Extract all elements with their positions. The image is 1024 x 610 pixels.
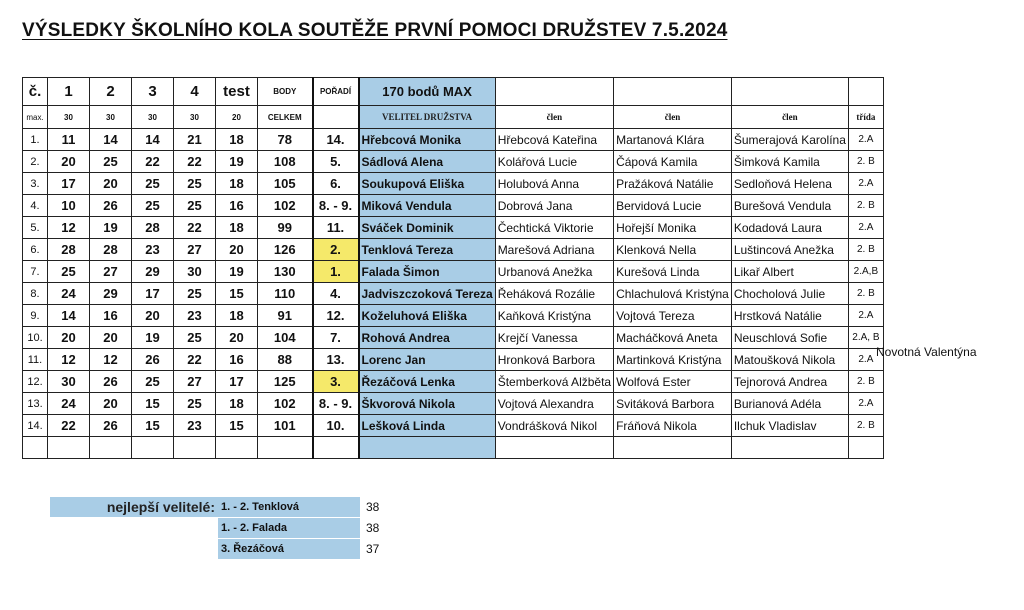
empty-cell [23,437,48,459]
row-number: 11. [23,349,48,371]
score-task-3: 25 [132,371,174,393]
member-3: Burianová Adéla [731,393,848,415]
rank: 13. [313,349,359,371]
member-3: Burešová Vendula [731,195,848,217]
member-1: Holubová Anna [495,173,613,195]
score-task-4: 23 [174,415,216,437]
score-task-3: 19 [132,327,174,349]
row-number: 7. [23,261,48,283]
score-task-2: 26 [90,195,132,217]
score-test: 19 [216,151,258,173]
header-empty-4 [848,78,883,106]
subheader-max-3: 30 [132,106,174,129]
commander: Miková Vendula [359,195,496,217]
member-1: Řeháková Rozálie [495,283,613,305]
member-2: Chlachulová Kristýna [614,283,732,305]
score-task-1: 12 [48,217,90,239]
score-task-2: 12 [90,349,132,371]
header-test: test [216,78,258,106]
rank: 6. [313,173,359,195]
score-task-4: 25 [174,283,216,305]
best-score-3: 37 [366,542,380,556]
subheader-clen-1: člen [495,106,613,129]
class: 2. B [848,415,883,437]
best-entry-2: 1. - 2. Falada [218,518,360,538]
member-2: Čápová Kamila [614,151,732,173]
header-empty-3 [731,78,848,106]
score-task-2: 26 [90,415,132,437]
header-max-note: 170 bodů MAX [359,78,496,106]
member-1: Hřebcová Kateřina [495,129,613,151]
score-test: 18 [216,305,258,327]
score-task-1: 24 [48,283,90,305]
commander: Lešková Linda [359,415,496,437]
member-3: Šumerajová Karolína [731,129,848,151]
score-total: 99 [258,217,313,239]
score-test: 15 [216,283,258,305]
score-test: 17 [216,371,258,393]
empty-cell [614,437,732,459]
class: 2.A [848,217,883,239]
row-number: 8. [23,283,48,305]
header-number: č. [23,78,48,106]
score-test: 19 [216,261,258,283]
commander: Rohová Andrea [359,327,496,349]
subheader-velitel: VELITEL DRUŽSTVA [359,106,496,129]
score-task-3: 15 [132,393,174,415]
member-1: Kaňková Kristýna [495,305,613,327]
table-row-empty [23,437,884,459]
member-3: Sedloňová Helena [731,173,848,195]
member-1: Krejčí Vanessa [495,327,613,349]
header-task-3: 3 [132,78,174,106]
score-task-4: 22 [174,151,216,173]
member-2: Hořejší Monika [614,217,732,239]
row-number: 6. [23,239,48,261]
member-2: Pražáková Natálie [614,173,732,195]
table-row [23,173,884,195]
member-1: Vojtová Alexandra [495,393,613,415]
score-task-3: 22 [132,151,174,173]
class: 2. B [848,195,883,217]
score-task-4: 25 [174,173,216,195]
row-number: 14. [23,415,48,437]
class: 2.A [848,349,883,371]
member-3: Hrstková Natálie [731,305,848,327]
best-score-2: 38 [366,521,380,535]
score-total: 91 [258,305,313,327]
score-task-3: 29 [132,261,174,283]
table-row [23,217,884,239]
row-number: 3. [23,173,48,195]
rank: 8. - 9. [313,393,359,415]
empty-cell [48,437,90,459]
score-test: 15 [216,415,258,437]
commander: Lorenc Jan [359,349,496,371]
class: 2. B [848,239,883,261]
score-task-4: 25 [174,327,216,349]
member-1: Čechtická Viktorie [495,217,613,239]
member-3: Chocholová Julie [731,283,848,305]
table-row [23,415,884,437]
header-task-2: 2 [90,78,132,106]
empty-cell [90,437,132,459]
table-row [23,239,884,261]
member-2: Martanová Klára [614,129,732,151]
subheader-max-1: 30 [48,106,90,129]
best-entry-1: 1. - 2. Tenklová [218,497,360,517]
score-task-2: 20 [90,327,132,349]
score-test: 18 [216,129,258,151]
page-title: VÝSLEDKY ŠKOLNÍHO KOLA SOUTĚŽE PRVNÍ POMOCI DRUŽSTEV 7.5.2024 [22,20,728,41]
member-2: Bervidová Lucie [614,195,732,217]
class: 2. B [848,371,883,393]
header-empty-1 [495,78,613,106]
rank: 1. [313,261,359,283]
score-task-3: 26 [132,349,174,371]
member-3: Likař Albert [731,261,848,283]
table-row [23,371,884,393]
commander: Falada Šimon [359,261,496,283]
best-entry-3: 3. Řezáčová [218,539,360,559]
subheader-max-4: 30 [174,106,216,129]
score-task-3: 28 [132,217,174,239]
score-test: 18 [216,393,258,415]
score-task-4: 25 [174,195,216,217]
member-3: Kodadová Laura [731,217,848,239]
score-task-1: 20 [48,151,90,173]
score-total: 130 [258,261,313,283]
header-body: BODY [258,78,313,106]
commander: Sváček Dominik [359,217,496,239]
best-score-1: 38 [366,500,380,514]
member-2: Kurešová Linda [614,261,732,283]
empty-cell [313,437,359,459]
score-task-1: 25 [48,261,90,283]
subheader-trida: třída [848,106,883,129]
class: 2. B [848,283,883,305]
score-total: 110 [258,283,313,305]
member-1: Vondrášková Nikol [495,415,613,437]
member-1: Štemberková Alžběta [495,371,613,393]
score-test: 16 [216,195,258,217]
commander: Jadviszczoková Tereza [359,283,496,305]
empty-cell [132,437,174,459]
table-row [23,349,884,371]
class: 2.A,B [848,261,883,283]
score-task-3: 20 [132,305,174,327]
member-2: Fráňová Nikola [614,415,732,437]
subheader-celkem: CELKEM [258,106,313,129]
score-task-2: 29 [90,283,132,305]
rank: 3. [313,371,359,393]
score-test: 20 [216,239,258,261]
extra-member-note: Novotná Valentýna [876,345,977,359]
member-1: Dobrová Jana [495,195,613,217]
member-1: Marešová Adriana [495,239,613,261]
table-row [23,305,884,327]
member-3: Matoušková Nikola [731,349,848,371]
score-task-1: 10 [48,195,90,217]
score-task-4: 25 [174,393,216,415]
score-task-4: 23 [174,305,216,327]
rank: 2. [313,239,359,261]
score-task-4: 21 [174,129,216,151]
table-row [23,129,884,151]
commander: Soukupová Eliška [359,173,496,195]
score-test: 18 [216,217,258,239]
table-row [23,327,884,349]
score-total: 102 [258,393,313,415]
class: 2.A [848,129,883,151]
empty-cell [731,437,848,459]
commander: Tenklová Tereza [359,239,496,261]
empty-cell [848,437,883,459]
member-1: Urbanová Anežka [495,261,613,283]
member-1: Hronková Barbora [495,349,613,371]
member-3: Šimková Kamila [731,151,848,173]
table-row [23,151,884,173]
score-task-2: 16 [90,305,132,327]
member-2: Macháčková Aneta [614,327,732,349]
score-task-1: 30 [48,371,90,393]
header-empty-2 [614,78,732,106]
member-1: Kolářová Lucie [495,151,613,173]
subheader-empty [313,106,359,129]
member-2: Wolfová Ester [614,371,732,393]
score-task-3: 15 [132,415,174,437]
score-task-2: 14 [90,129,132,151]
score-task-1: 12 [48,349,90,371]
header-poradi: POŘADÍ [313,78,359,106]
score-total: 126 [258,239,313,261]
commander: Koželuhová Eliška [359,305,496,327]
row-number: 9. [23,305,48,327]
score-task-3: 25 [132,195,174,217]
row-number: 10. [23,327,48,349]
header-task-1: 1 [48,78,90,106]
score-task-1: 22 [48,415,90,437]
score-task-2: 20 [90,393,132,415]
member-2: Vojtová Tereza [614,305,732,327]
score-total: 104 [258,327,313,349]
empty-cell [359,437,496,459]
member-2: Svitáková Barbora [614,393,732,415]
score-total: 105 [258,173,313,195]
best-commanders-label: nejlepší velitelé: [50,497,220,517]
score-task-2: 19 [90,217,132,239]
score-total: 108 [258,151,313,173]
score-task-1: 17 [48,173,90,195]
empty-cell [216,437,258,459]
score-test: 20 [216,327,258,349]
score-task-4: 22 [174,217,216,239]
score-task-3: 25 [132,173,174,195]
rank: 5. [313,151,359,173]
member-3: Luštincová Anežka [731,239,848,261]
row-number: 5. [23,217,48,239]
subheader-clen-3: člen [731,106,848,129]
score-task-3: 17 [132,283,174,305]
score-task-2: 28 [90,239,132,261]
class: 2.A [848,393,883,415]
row-number: 1. [23,129,48,151]
class: 2.A, B [848,327,883,349]
subheader-clen-2: člen [614,106,732,129]
score-test: 16 [216,349,258,371]
score-task-2: 25 [90,151,132,173]
row-number: 2. [23,151,48,173]
commander: Škvorová Nikola [359,393,496,415]
empty-cell [258,437,313,459]
row-number: 12. [23,371,48,393]
rank: 14. [313,129,359,151]
subheader-max-2: 30 [90,106,132,129]
commander: Sádlová Alena [359,151,496,173]
rank: 4. [313,283,359,305]
subheader-max: max. [23,106,48,129]
table-row [23,283,884,305]
results-table [22,77,884,459]
row-number: 13. [23,393,48,415]
score-task-1: 24 [48,393,90,415]
score-task-2: 26 [90,371,132,393]
member-3: Neuschlová Sofie [731,327,848,349]
table-row [23,261,884,283]
rank: 8. - 9. [313,195,359,217]
subheader-row [23,106,884,129]
score-task-4: 27 [174,239,216,261]
class: 2. B [848,151,883,173]
header-row [23,78,884,106]
rank: 11. [313,217,359,239]
empty-cell [495,437,613,459]
score-total: 78 [258,129,313,151]
score-total: 125 [258,371,313,393]
commander: Řezáčová Lenka [359,371,496,393]
score-task-3: 23 [132,239,174,261]
rank: 10. [313,415,359,437]
row-number: 4. [23,195,48,217]
score-task-4: 27 [174,371,216,393]
class: 2.A [848,173,883,195]
score-task-3: 14 [132,129,174,151]
score-task-1: 20 [48,327,90,349]
score-task-1: 11 [48,129,90,151]
commander: Hřebcová Monika [359,129,496,151]
score-task-1: 28 [48,239,90,261]
score-task-2: 20 [90,173,132,195]
subheader-max-test: 20 [216,106,258,129]
score-task-2: 27 [90,261,132,283]
score-task-4: 30 [174,261,216,283]
rank: 12. [313,305,359,327]
score-total: 101 [258,415,313,437]
score-test: 18 [216,173,258,195]
score-task-1: 14 [48,305,90,327]
score-total: 88 [258,349,313,371]
class: 2.A [848,305,883,327]
member-3: Ilchuk Vladislav [731,415,848,437]
score-total: 102 [258,195,313,217]
member-3: Tejnorová Andrea [731,371,848,393]
score-task-4: 22 [174,349,216,371]
empty-cell [174,437,216,459]
table-row [23,393,884,415]
member-2: Martinková Kristýna [614,349,732,371]
header-task-4: 4 [174,78,216,106]
member-2: Klenková Nella [614,239,732,261]
rank: 7. [313,327,359,349]
table-row [23,195,884,217]
